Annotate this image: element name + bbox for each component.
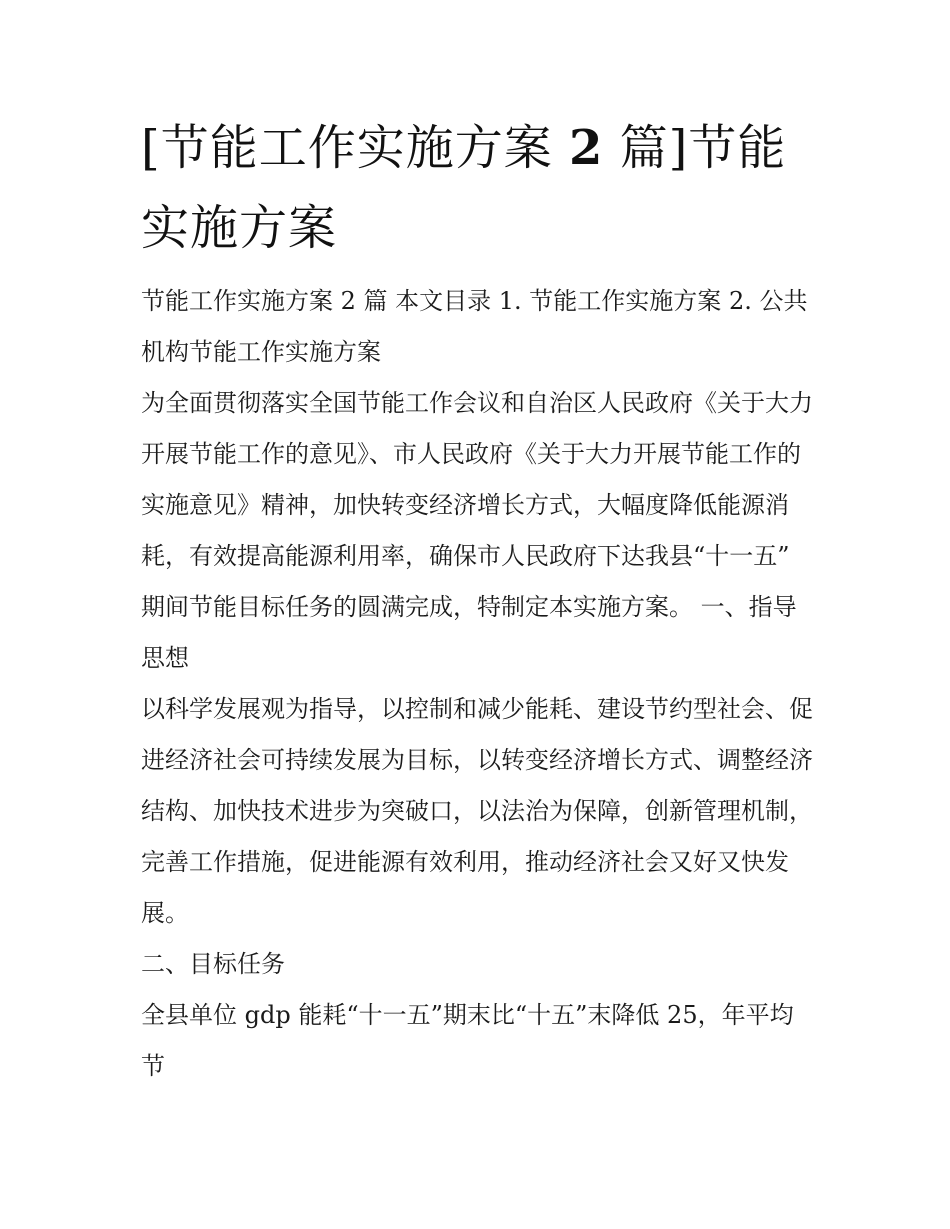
document-body: [141, 276, 817, 1092]
paragraph-purpose: 期间节能目标任务的圆满完成，特制定本实施方案。 一、指导思想: [141, 593, 797, 672]
title-text-part1: [节能工作实施方案: [141, 120, 553, 176]
title-text-bold: 2: [569, 120, 604, 176]
paragraph-guiding-ideology: 以科学发展观为指导，以控制和减少能耗、建设节约型社会、促进经济社会可持续发展为目标，以转变经济增长方式、调整经济结构、加快技术进步为突破口，以法治为保障，创新管理机制，完善工作措施，促进能源有效利用，推动经济社会又好又快发展。: [141, 695, 813, 927]
section-heading-goals: 二、目标任务: [141, 950, 285, 978]
paragraph-intro: 为全面贯彻落实全国节能工作会议和自治区人民政府《关于大力开展节能工作的意见》、市人民政府《关于大力开展节能工作的实施意见》精神，加快转变经济增长方式，大幅度降低能源消耗，有效提高能源利用率，确保市人民政府下达我县“十一五”: [141, 389, 813, 570]
title-text-part2: 篇]节能实施方案: [141, 120, 787, 256]
paragraph-goals: 全县单位 gdp 能耗“十一五”期末比“十五”末降低 25，年平均节: [141, 1001, 794, 1080]
paragraph-toc: 节能工作实施方案 2 篇 本文目录 1. 节能工作实施方案 2. 公共机构节能工作实施方案: [141, 287, 808, 366]
document-title: [141, 108, 821, 268]
